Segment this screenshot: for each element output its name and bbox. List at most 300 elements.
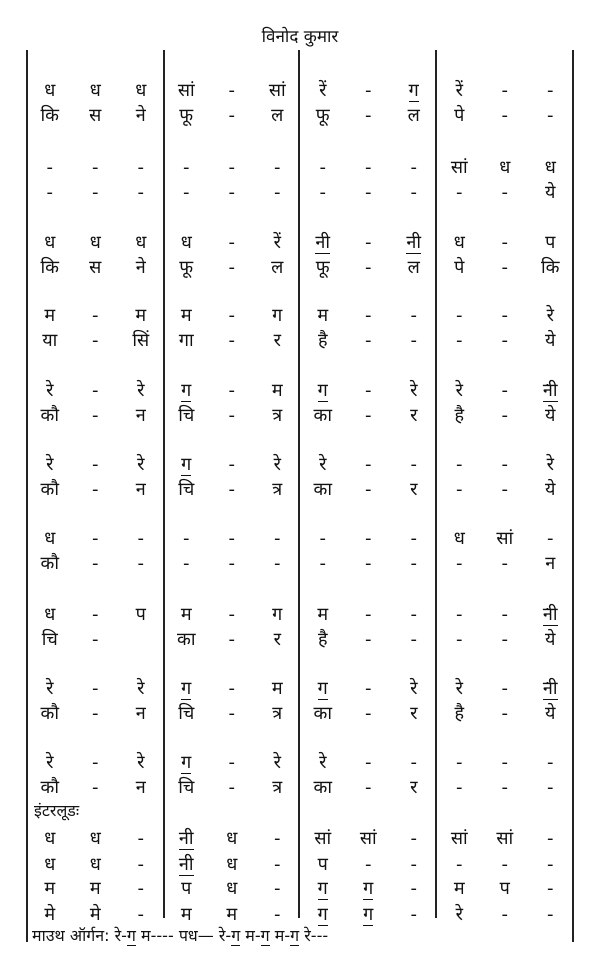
- lyric-cell: ल: [271, 257, 284, 278]
- swara-row: [27, 452, 573, 478]
- swara-cell: -: [501, 305, 508, 326]
- lyric-cell: र: [410, 405, 418, 426]
- interlude-cell: प: [181, 878, 192, 899]
- interlude-cell: -: [274, 878, 281, 899]
- interlude-cell: -: [274, 828, 281, 849]
- swara-cell: -: [547, 80, 554, 101]
- lyric-cell: -: [365, 703, 372, 724]
- interlude-row: [27, 852, 573, 878]
- lyric-cell: पे: [454, 105, 465, 126]
- swara-cell: ध: [44, 604, 56, 625]
- lyric-cell: ये: [545, 182, 556, 203]
- interlude-row: [27, 826, 573, 852]
- interlude-cell: -: [410, 854, 417, 875]
- lyric-cell: का: [177, 629, 196, 650]
- swara-cell: -: [228, 232, 235, 253]
- swara-cell: -: [228, 157, 235, 178]
- swara-cell: -: [228, 305, 235, 326]
- swara-cell: म: [271, 678, 283, 699]
- swara-cell: रें: [319, 80, 327, 101]
- swara-cell: ध: [44, 528, 56, 549]
- swara-cell: रे: [46, 454, 54, 475]
- swara-cell: -: [228, 678, 235, 699]
- interlude-cell: सां: [314, 828, 332, 849]
- interlude-cell: -: [137, 854, 144, 875]
- swara-cell: -: [365, 157, 372, 178]
- swara-cell: ध: [135, 232, 147, 253]
- lyric-cell: ये: [545, 703, 556, 724]
- swara-cell: सां: [450, 157, 468, 178]
- lyric-cell: कि: [541, 257, 560, 278]
- lyric-row: [27, 775, 573, 801]
- lyric-cell: -: [365, 105, 372, 126]
- lyric-cell: -: [456, 553, 463, 574]
- lyric-cell: ने: [135, 105, 146, 126]
- lyric-cell: -: [228, 629, 235, 650]
- lyric-cell: न: [135, 479, 146, 500]
- swara-row: [27, 155, 573, 181]
- interlude-cell: सां: [359, 828, 377, 849]
- swara-cell: -: [92, 454, 99, 475]
- lyric-cell: -: [274, 182, 281, 203]
- swara-cell: . नी: [528, 378, 574, 404]
- swara-cell: -: [410, 528, 417, 549]
- lyric-cell: -: [183, 182, 190, 203]
- swara-cell: रे: [137, 752, 145, 773]
- swara-cell: -: [365, 454, 372, 475]
- lyric-cell: -: [501, 330, 508, 351]
- lyric-cell: स: [89, 257, 102, 278]
- lyric-cell: या: [42, 330, 58, 351]
- swara-cell: ध: [44, 232, 56, 253]
- interlude-row: [27, 876, 573, 902]
- lyric-row: [27, 180, 573, 206]
- swara-cell: -: [456, 454, 463, 475]
- interlude-cell: ध: [226, 854, 238, 875]
- lyric-cell: र: [410, 479, 418, 500]
- lyric-cell: त्र: [272, 405, 283, 426]
- lyric-cell: -: [501, 257, 508, 278]
- swara-row: [27, 378, 573, 404]
- swara-cell: रे: [137, 380, 145, 401]
- swara-cell: सां: [496, 528, 514, 549]
- lyric-cell: -: [365, 330, 372, 351]
- lyric-cell: -: [228, 405, 235, 426]
- lyric-cell: -: [228, 330, 235, 351]
- swara-cell: -: [410, 454, 417, 475]
- lyric-cell: गा: [178, 330, 194, 351]
- lyric-cell: -: [92, 703, 99, 724]
- swara-cell: . नी: [528, 676, 574, 702]
- swara-row: [27, 78, 573, 104]
- swara-cell: ग: [317, 380, 328, 401]
- lyric-cell: पे: [454, 257, 465, 278]
- swara-cell: रे: [455, 678, 463, 699]
- swara-cell: ग: [408, 80, 419, 101]
- swara-cell: ग: [181, 454, 192, 475]
- swara-cell: -: [456, 604, 463, 625]
- interlude-cell: -: [137, 828, 144, 849]
- lyric-cell: -: [228, 553, 235, 574]
- lyric-cell: फू: [315, 257, 330, 278]
- interlude-cell: -: [137, 878, 144, 899]
- interlude-cell: -: [501, 904, 508, 925]
- lyric-cell: चि: [178, 479, 195, 500]
- lyric-row: [27, 328, 573, 354]
- lyric-cell: -: [410, 182, 417, 203]
- lyric-cell: न: [135, 777, 146, 798]
- lyric-cell: -: [92, 777, 99, 798]
- lyric-cell: -: [92, 553, 99, 574]
- lyric-cell: -: [456, 479, 463, 500]
- swara-cell: ग: [272, 604, 283, 625]
- lyric-cell: -: [46, 182, 53, 203]
- interlude-cell: रे: [455, 904, 463, 925]
- interlude-cell: -: [410, 878, 417, 899]
- lyric-row: [27, 701, 573, 727]
- swara-cell: -: [92, 157, 99, 178]
- interlude-cell: -: [365, 854, 372, 875]
- swara-cell: -: [365, 604, 372, 625]
- lyric-cell: -: [92, 330, 99, 351]
- interlude-cell: ध: [226, 878, 238, 899]
- lyric-cell: -: [365, 629, 372, 650]
- lyric-cell: कौ: [40, 479, 59, 500]
- swara-cell: -: [365, 80, 372, 101]
- lyric-cell: चि: [41, 629, 58, 650]
- lyric-cell: -: [228, 703, 235, 724]
- swara-cell: -: [501, 380, 508, 401]
- swara-cell: -: [410, 305, 417, 326]
- lyric-cell: का: [313, 405, 332, 426]
- swara-cell: ग: [181, 678, 192, 699]
- swara-cell: रे: [137, 678, 145, 699]
- swara-cell: -: [501, 454, 508, 475]
- lyric-cell: है: [317, 629, 328, 650]
- interlude-cell: ग: [317, 878, 328, 899]
- lyric-cell: -: [410, 629, 417, 650]
- swara-cell: -: [365, 232, 372, 253]
- lyric-cell: -: [228, 105, 235, 126]
- swara-row: [27, 602, 573, 628]
- interlude-cell: म: [44, 878, 56, 899]
- lyric-cell: -: [228, 777, 235, 798]
- swara-cell: प: [135, 604, 146, 625]
- lyric-cell: स: [89, 105, 102, 126]
- interlude-cell: मे: [89, 904, 101, 925]
- swara-cell: -: [274, 157, 281, 178]
- lyric-cell: -: [456, 182, 463, 203]
- lyric-cell: -: [501, 629, 508, 650]
- swara-cell: रे: [319, 454, 327, 475]
- swara-cell: -: [228, 604, 235, 625]
- lyric-cell: ये: [545, 330, 556, 351]
- swara-cell: रे: [455, 380, 463, 401]
- swara-cell: -: [183, 528, 190, 549]
- swara-cell: रे: [546, 305, 554, 326]
- swara-cell: -: [92, 604, 99, 625]
- interlude-cell: ग: [363, 878, 374, 899]
- interlude-cell: -: [501, 854, 508, 875]
- swara-cell: -: [410, 157, 417, 178]
- swara-cell: -: [92, 752, 99, 773]
- lyric-cell: कि: [40, 257, 59, 278]
- swara-cell: -: [228, 380, 235, 401]
- lyric-cell: न: [135, 405, 146, 426]
- swara-cell: -: [547, 752, 554, 773]
- lyric-cell: ल: [407, 105, 420, 126]
- interlude-cell: म: [226, 904, 238, 925]
- swara-row: [27, 676, 573, 702]
- swara-cell: -: [137, 157, 144, 178]
- interlude-cell: सां: [450, 828, 468, 849]
- swara-cell: रें: [273, 232, 281, 253]
- interlude-cell: -: [410, 904, 417, 925]
- swara-cell: -: [501, 752, 508, 773]
- mouth-organ-line: मउथ ऑरन: र-ग म---- पध— र-ग म-ग म-ग र---: [32, 926, 329, 945]
- lyric-cell: -: [365, 405, 372, 426]
- swara-cell: ग: [181, 380, 192, 401]
- swara-cell: रे: [319, 752, 327, 773]
- lyric-cell: कौ: [40, 405, 59, 426]
- lyric-cell: -: [365, 553, 372, 574]
- lyric-cell: ने: [135, 257, 146, 278]
- lyric-cell: -: [501, 405, 508, 426]
- swara-cell: -: [228, 528, 235, 549]
- lyric-cell: -: [137, 553, 144, 574]
- swara-cell: रें: [455, 80, 463, 101]
- swara-cell: -: [274, 528, 281, 549]
- swara-cell: म: [135, 305, 147, 326]
- lyric-cell: -: [365, 257, 372, 278]
- interlude-cell: -: [456, 854, 463, 875]
- swara-cell: -: [319, 157, 326, 178]
- lyric-cell: का: [313, 777, 332, 798]
- lyric-cell: -: [547, 105, 554, 126]
- interlude-cell: -: [547, 904, 554, 925]
- swara-cell: -: [92, 380, 99, 401]
- lyric-cell: -: [456, 629, 463, 650]
- lyric-cell: -: [501, 703, 508, 724]
- swara-cell: रे: [46, 678, 54, 699]
- lyric-cell: -: [501, 553, 508, 574]
- lyric-cell: -: [228, 257, 235, 278]
- swara-cell: -: [365, 380, 372, 401]
- swara-cell: -: [92, 528, 99, 549]
- lyric-cell: -: [365, 479, 372, 500]
- interlude-cell: प: [317, 854, 328, 875]
- lyric-cell: ये: [545, 405, 556, 426]
- interlude-cell: ध: [226, 828, 238, 849]
- swara-cell: रे: [273, 454, 281, 475]
- lyric-cell: ल: [407, 257, 420, 278]
- lyric-cell: का: [313, 479, 332, 500]
- lyric-cell: कौ: [40, 553, 59, 574]
- lyric-cell: -: [365, 182, 372, 203]
- lyric-cell: -: [456, 777, 463, 798]
- lyric-cell: -: [92, 182, 99, 203]
- swara-cell: ध: [544, 157, 556, 178]
- swara-cell: म: [180, 604, 192, 625]
- interlude-cell: म: [180, 904, 192, 925]
- lyric-cell: र: [273, 330, 281, 351]
- swara-cell: रे: [46, 752, 54, 773]
- swara-cell: -: [183, 157, 190, 178]
- swara-cell: -: [365, 752, 372, 773]
- swara-cell: म: [317, 604, 329, 625]
- lyric-cell: -: [92, 405, 99, 426]
- swara-cell: -: [410, 604, 417, 625]
- swara-cell: -: [501, 678, 508, 699]
- lyric-row: [27, 551, 573, 577]
- lyric-cell: कौ: [40, 777, 59, 798]
- swara-cell: ध: [453, 232, 465, 253]
- swara-cell: -: [365, 528, 372, 549]
- swara-cell: ध: [89, 80, 101, 101]
- lyric-cell: र: [273, 629, 281, 650]
- swara-cell: ध: [89, 232, 101, 253]
- lyric-cell: है: [317, 330, 328, 351]
- swara-row: [27, 303, 573, 329]
- interlude-cell: ध: [44, 854, 56, 875]
- lyric-cell: -: [501, 182, 508, 203]
- lyric-cell: -: [228, 479, 235, 500]
- lyric-cell: त्र: [272, 703, 283, 724]
- lyric-cell: है: [454, 405, 465, 426]
- swara-cell: -: [547, 528, 554, 549]
- swara-cell: -: [456, 752, 463, 773]
- swara-cell: ध: [135, 80, 147, 101]
- swara-cell: ध: [453, 528, 465, 549]
- lyric-cell: -: [319, 182, 326, 203]
- swara-cell: -: [365, 305, 372, 326]
- interlude-cell: प: [499, 878, 510, 899]
- lyric-cell: का: [313, 703, 332, 724]
- lyric-cell: फू: [315, 105, 330, 126]
- swara-cell: . नी: [528, 602, 574, 628]
- lyric-cell: -: [501, 105, 508, 126]
- swara-cell: सां: [177, 80, 195, 101]
- swara-cell: -: [137, 528, 144, 549]
- swara-cell: -: [410, 752, 417, 773]
- interlude-cell: -: [547, 854, 554, 875]
- interlude-cell: -: [547, 878, 554, 899]
- swara-cell: रे: [137, 454, 145, 475]
- lyric-cell: न: [545, 553, 556, 574]
- swara-cell: -: [228, 454, 235, 475]
- lyric-cell: -: [228, 182, 235, 203]
- interlude-cell: -: [547, 828, 554, 849]
- swara-cell: -: [92, 678, 99, 699]
- lyric-cell: -: [183, 553, 190, 574]
- swara-cell: -: [456, 305, 463, 326]
- lyric-cell: -: [319, 553, 326, 574]
- swara-cell: रे: [546, 454, 554, 475]
- swara-cell: म: [271, 380, 283, 401]
- swara-row: [27, 750, 573, 776]
- swara-cell: -: [319, 528, 326, 549]
- swara-cell: -: [501, 80, 508, 101]
- swara-cell: म: [180, 305, 192, 326]
- lyric-cell: -: [501, 777, 508, 798]
- swara-cell: सां: [268, 80, 286, 101]
- lyric-cell: -: [92, 629, 99, 650]
- swara-cell: -: [92, 305, 99, 326]
- interlude-cell: ध: [44, 828, 56, 849]
- swara-cell: ग: [272, 305, 283, 326]
- interlude-cell: ग: [363, 904, 374, 925]
- lyric-row: [27, 255, 573, 281]
- lyric-row: [27, 477, 573, 503]
- lyric-cell: कौ: [40, 703, 59, 724]
- page-title: विनोद कुमार: [261, 27, 339, 47]
- interlude-cell: ग: [317, 904, 328, 925]
- swara-cell: -: [365, 678, 372, 699]
- lyric-cell: ये: [545, 629, 556, 650]
- lyric-cell: फू: [179, 257, 194, 278]
- swara-cell: नी: [315, 232, 331, 253]
- interlude-cell: म: [453, 878, 465, 899]
- swara-row: [27, 230, 573, 256]
- lyric-cell: -: [137, 182, 144, 203]
- swara-cell: -: [228, 752, 235, 773]
- swara-cell: ध: [499, 157, 511, 178]
- lyric-cell: र: [410, 777, 418, 798]
- swara-cell: नी: [406, 232, 422, 253]
- swara-cell: -: [228, 80, 235, 101]
- swara-cell: ग: [181, 752, 192, 773]
- lyric-cell: त्र: [272, 479, 283, 500]
- interlude-label: इंटरलूडः: [34, 801, 80, 820]
- interlude-cell: म: [89, 878, 101, 899]
- lyric-cell: चि: [178, 703, 195, 724]
- swara-cell: रे: [410, 678, 418, 699]
- lyric-row: [27, 103, 573, 129]
- lyric-cell: चि: [178, 777, 195, 798]
- interlude-cell: ध: [89, 854, 101, 875]
- lyric-cell: -: [365, 777, 372, 798]
- interlude-cell: -: [274, 854, 281, 875]
- swara-cell: -: [501, 232, 508, 253]
- lyric-cell: -: [274, 553, 281, 574]
- lyric-cell: -: [501, 479, 508, 500]
- lyric-cell: चि: [178, 405, 195, 426]
- swara-cell: प: [545, 232, 556, 253]
- interlude-cell: मे: [44, 904, 56, 925]
- swara-cell: रे: [273, 752, 281, 773]
- swara-cell: रे: [46, 380, 54, 401]
- swara-cell: -: [501, 604, 508, 625]
- interlude-cell: ध: [89, 828, 101, 849]
- swara-cell: रे: [410, 380, 418, 401]
- lyric-cell: -: [410, 330, 417, 351]
- swara-cell: -: [46, 157, 53, 178]
- swara-cell: ग: [317, 678, 328, 699]
- lyric-cell: -: [92, 479, 99, 500]
- lyric-cell: र: [410, 703, 418, 724]
- interlude-cell: सां: [496, 828, 514, 849]
- lyric-cell: सिं: [132, 330, 150, 351]
- lyric-cell: फू: [179, 105, 194, 126]
- lyric-row: [27, 403, 573, 429]
- lyric-cell: ये: [545, 479, 556, 500]
- lyric-cell: है: [454, 703, 465, 724]
- lyric-cell: न: [135, 703, 146, 724]
- swara-cell: ध: [180, 232, 192, 253]
- interlude-cell: -: [274, 904, 281, 925]
- interlude-cell: -: [137, 904, 144, 925]
- lyric-cell: -: [547, 777, 554, 798]
